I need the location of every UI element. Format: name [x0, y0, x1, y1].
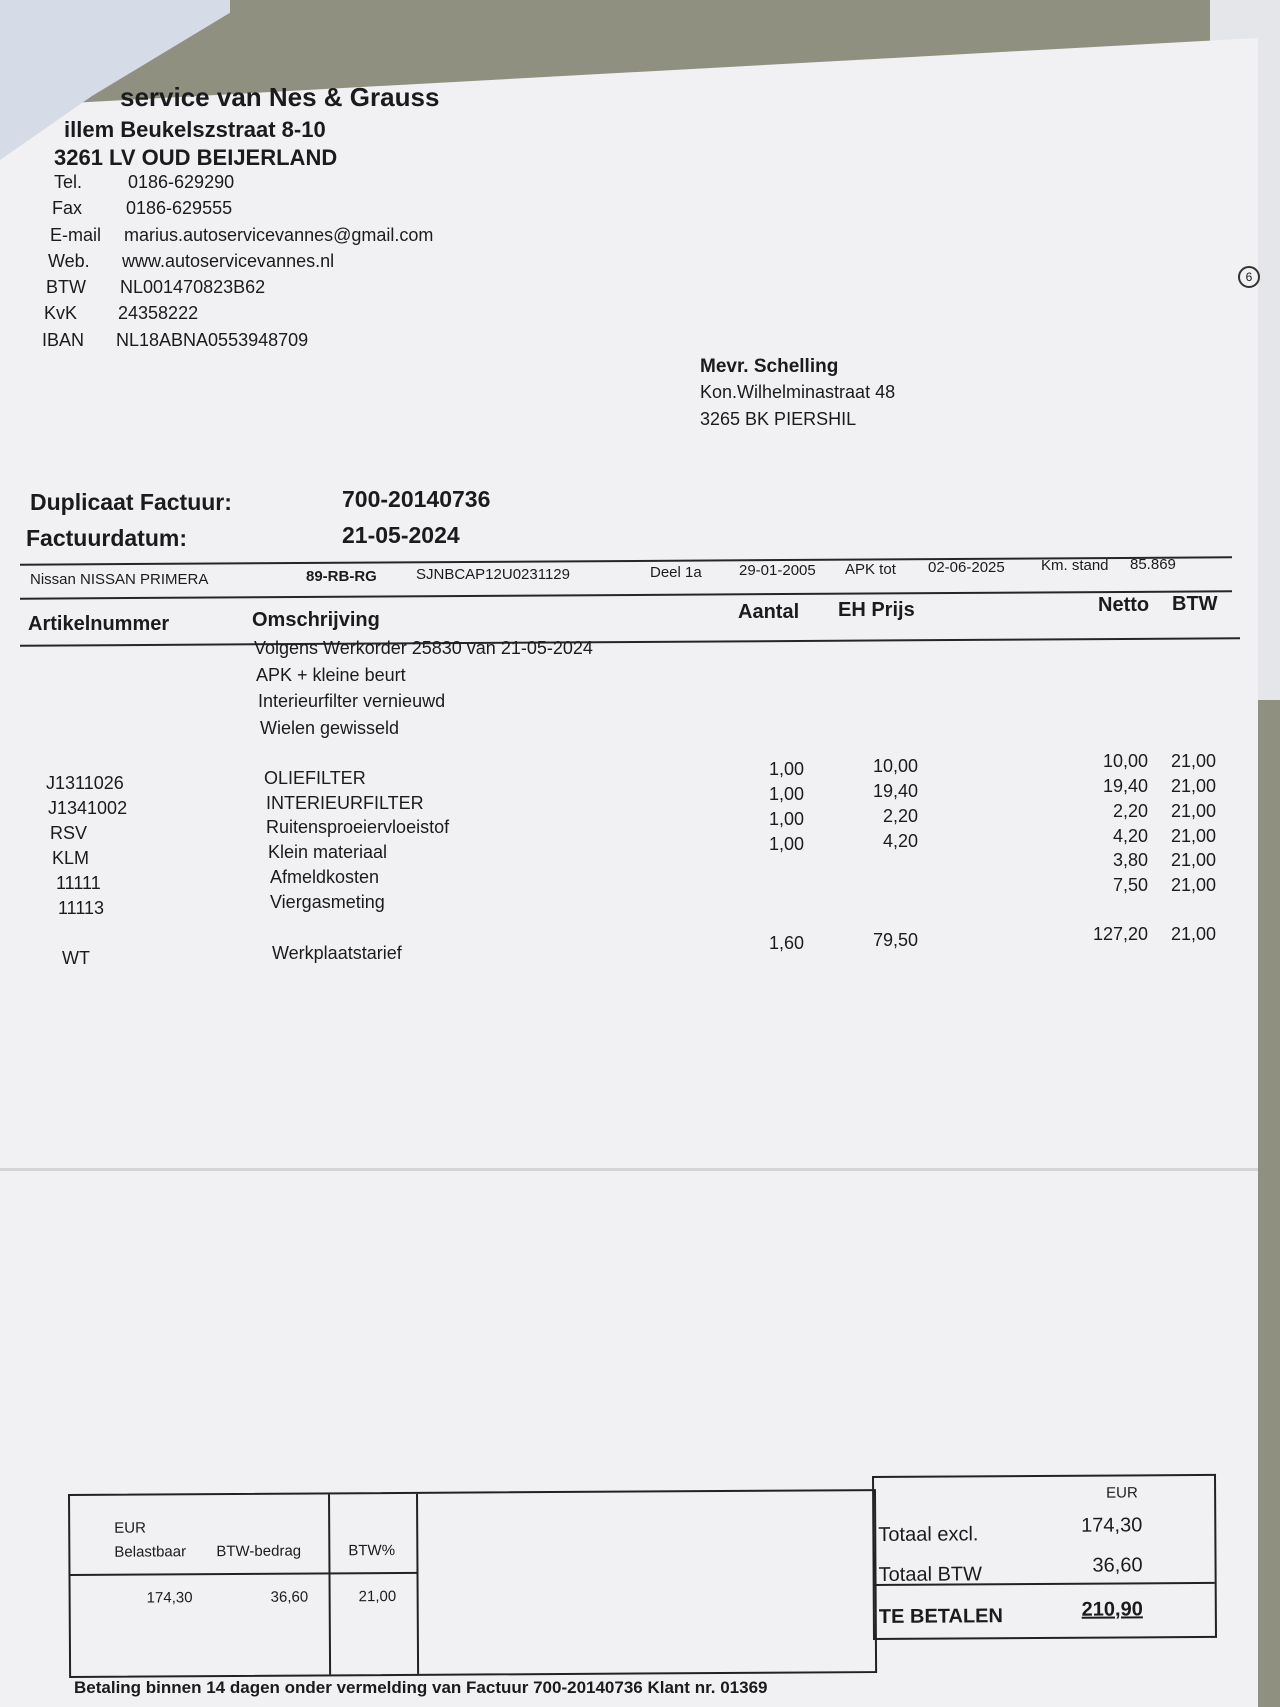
contact-label: E-mail — [50, 225, 102, 245]
row-net: 3,80 — [1112, 850, 1148, 870]
row-qty: 1,60 — [768, 933, 804, 953]
row-description: Afmeldkosten — [270, 867, 380, 887]
note-line: APK + kleine beurt — [256, 665, 406, 685]
totals-box — [872, 1474, 1217, 1640]
contact-label: BTW — [46, 277, 86, 297]
note-line: Volgens Werkorder 25830 van 21-05-2024 — [254, 638, 593, 658]
row-vat: 21,00 — [1170, 801, 1216, 821]
vehicle-model: Nissan NISSAN PRIMERA — [30, 571, 209, 588]
company-street: illem Beukelszstraat 8-10 — [64, 117, 326, 142]
customer-name: Mevr. Schelling — [700, 356, 839, 377]
customer-street: Kon.Wilhelminastraat 48 — [700, 382, 896, 402]
row-vat: 21,00 — [1170, 850, 1216, 870]
contact-value: NL001470823B62 — [120, 277, 266, 297]
row-qty: 1,00 — [768, 809, 804, 829]
row-description: Ruitensproeiervloeistof — [266, 817, 450, 837]
vat-pct-label: BTW% — [348, 1542, 396, 1560]
row-unit-price: 79,50 — [872, 930, 918, 950]
row-net: 7,50 — [1112, 875, 1148, 895]
totals-currency: EUR — [1106, 1484, 1138, 1502]
invoice-date: 21-05-2024 — [342, 522, 460, 548]
header-article: Artikelnummer — [28, 613, 170, 635]
contact-label: Web. — [48, 251, 90, 271]
row-net: 4,20 — [1112, 826, 1148, 846]
row-description: OLIEFILTER — [264, 768, 366, 788]
total-due-label: TE BETALEN — [878, 1605, 1004, 1628]
contact-value: NL18ABNA0553948709 — [116, 330, 309, 350]
vehicle-plate: 89-RB-RG — [306, 568, 377, 585]
note-line: Wielen gewisseld — [260, 718, 400, 738]
row-net: 127,20 — [1092, 924, 1148, 944]
row-unit-price: 10,00 — [872, 756, 918, 776]
note-line: Interieurfilter vernieuwd — [258, 691, 446, 711]
row-vat: 21,00 — [1170, 826, 1216, 846]
invoice-number-label: Duplicaat Factuur: — [30, 489, 232, 515]
header-net: Netto — [1098, 594, 1150, 616]
contact-label: Tel. — [54, 172, 83, 192]
contact-value: 24358222 — [118, 303, 199, 323]
row-vat: 21,00 — [1170, 924, 1216, 944]
contact-value: 0186-629555 — [126, 198, 233, 218]
total-due-value: 210,90 — [1081, 1598, 1143, 1621]
vehicle-km: 85.869 — [1130, 556, 1176, 573]
row-vat: 21,00 — [1170, 751, 1216, 771]
contact-value: 0186-629290 — [128, 172, 235, 192]
row-vat: 21,00 — [1170, 875, 1216, 895]
contact-label: IBAN — [42, 330, 85, 350]
row-unit-price: 4,20 — [882, 831, 918, 851]
total-excl-value: 174,30 — [1081, 1514, 1143, 1537]
vehicle-km-label: Km. stand — [1041, 557, 1109, 574]
vat-pct-value: 21,00 — [358, 1587, 397, 1606]
header-vat: BTW — [1172, 593, 1218, 615]
row-article: J1341002 — [48, 798, 128, 818]
contact-value: www.autoservicevannes.nl — [122, 251, 335, 271]
contact-value: marius.autoservicevannes@gmail.com — [124, 225, 434, 245]
circled-number-icon: 6 — [1238, 266, 1260, 288]
row-description: INTERIEURFILTER — [266, 793, 424, 813]
company-name: service van Nes & Grauss — [120, 82, 440, 112]
company-city: 3261 LV OUD BEIJERLAND — [54, 145, 338, 170]
header-qty: Aantal — [738, 601, 800, 623]
vehicle-apk-label: APK tot — [845, 561, 896, 578]
header-description: Omschrijving — [252, 609, 380, 631]
row-net: 19,40 — [1102, 776, 1148, 796]
vat-amount-label: BTW-bedrag — [216, 1542, 302, 1561]
vehicle-deel-date: 29-01-2005 — [739, 562, 816, 579]
row-description: Klein materiaal — [268, 842, 388, 862]
row-qty: 1,00 — [768, 759, 804, 779]
vat-amount-value: 36,60 — [270, 1588, 309, 1606]
box-divider — [328, 1494, 331, 1674]
row-net: 2,20 — [1112, 801, 1148, 821]
invoice-number: 700-20140736 — [342, 486, 491, 512]
total-vat-value: 36,60 — [1092, 1554, 1143, 1577]
row-article: 11113 — [58, 898, 105, 918]
vehicle-vin: SJNBCAP12U0231129 — [416, 566, 570, 583]
contact-label: Fax — [52, 198, 83, 218]
row-unit-price: 19,40 — [872, 781, 918, 801]
vat-currency: EUR — [114, 1519, 146, 1537]
row-article: J1311026 — [46, 773, 124, 793]
total-vat-label: Totaal BTW — [878, 1563, 983, 1586]
taxable-label: Belastbaar — [114, 1543, 187, 1561]
paper-fold-line — [0, 1168, 1258, 1171]
row-unit-price: 2,20 — [882, 806, 918, 826]
customer-city: 3265 BK PIERSHIL — [700, 409, 857, 429]
contact-label: KvK — [44, 303, 78, 323]
taxable-value: 174,30 — [146, 1589, 193, 1607]
header-unit-price: EH Prijs — [838, 599, 915, 621]
payment-terms: Betaling binnen 14 dagen onder vermelding van Factuur 700-20140736 Klant nr. 01369 — [74, 1678, 768, 1697]
row-qty: 1,00 — [768, 784, 804, 804]
box-divider — [70, 1572, 418, 1576]
vehicle-apk-date: 02-06-2025 — [928, 559, 1005, 576]
vat-summary-box — [68, 1489, 877, 1678]
row-qty: 1,00 — [768, 834, 804, 854]
box-divider — [416, 1494, 419, 1674]
row-article: 11111 — [56, 873, 101, 893]
row-article: RSV — [50, 823, 88, 843]
row-net: 10,00 — [1102, 751, 1148, 771]
total-excl-label: Totaal excl. — [878, 1523, 979, 1546]
vehicle-deel-label: Deel 1a — [650, 564, 702, 581]
row-description: Viergasmeting — [270, 892, 385, 912]
row-vat: 21,00 — [1170, 776, 1216, 796]
row-article: KLM — [52, 848, 90, 868]
row-description: Werkplaatstarief — [272, 943, 402, 963]
row-article: WT — [62, 948, 90, 968]
invoice-date-label: Factuurdatum: — [26, 525, 187, 551]
